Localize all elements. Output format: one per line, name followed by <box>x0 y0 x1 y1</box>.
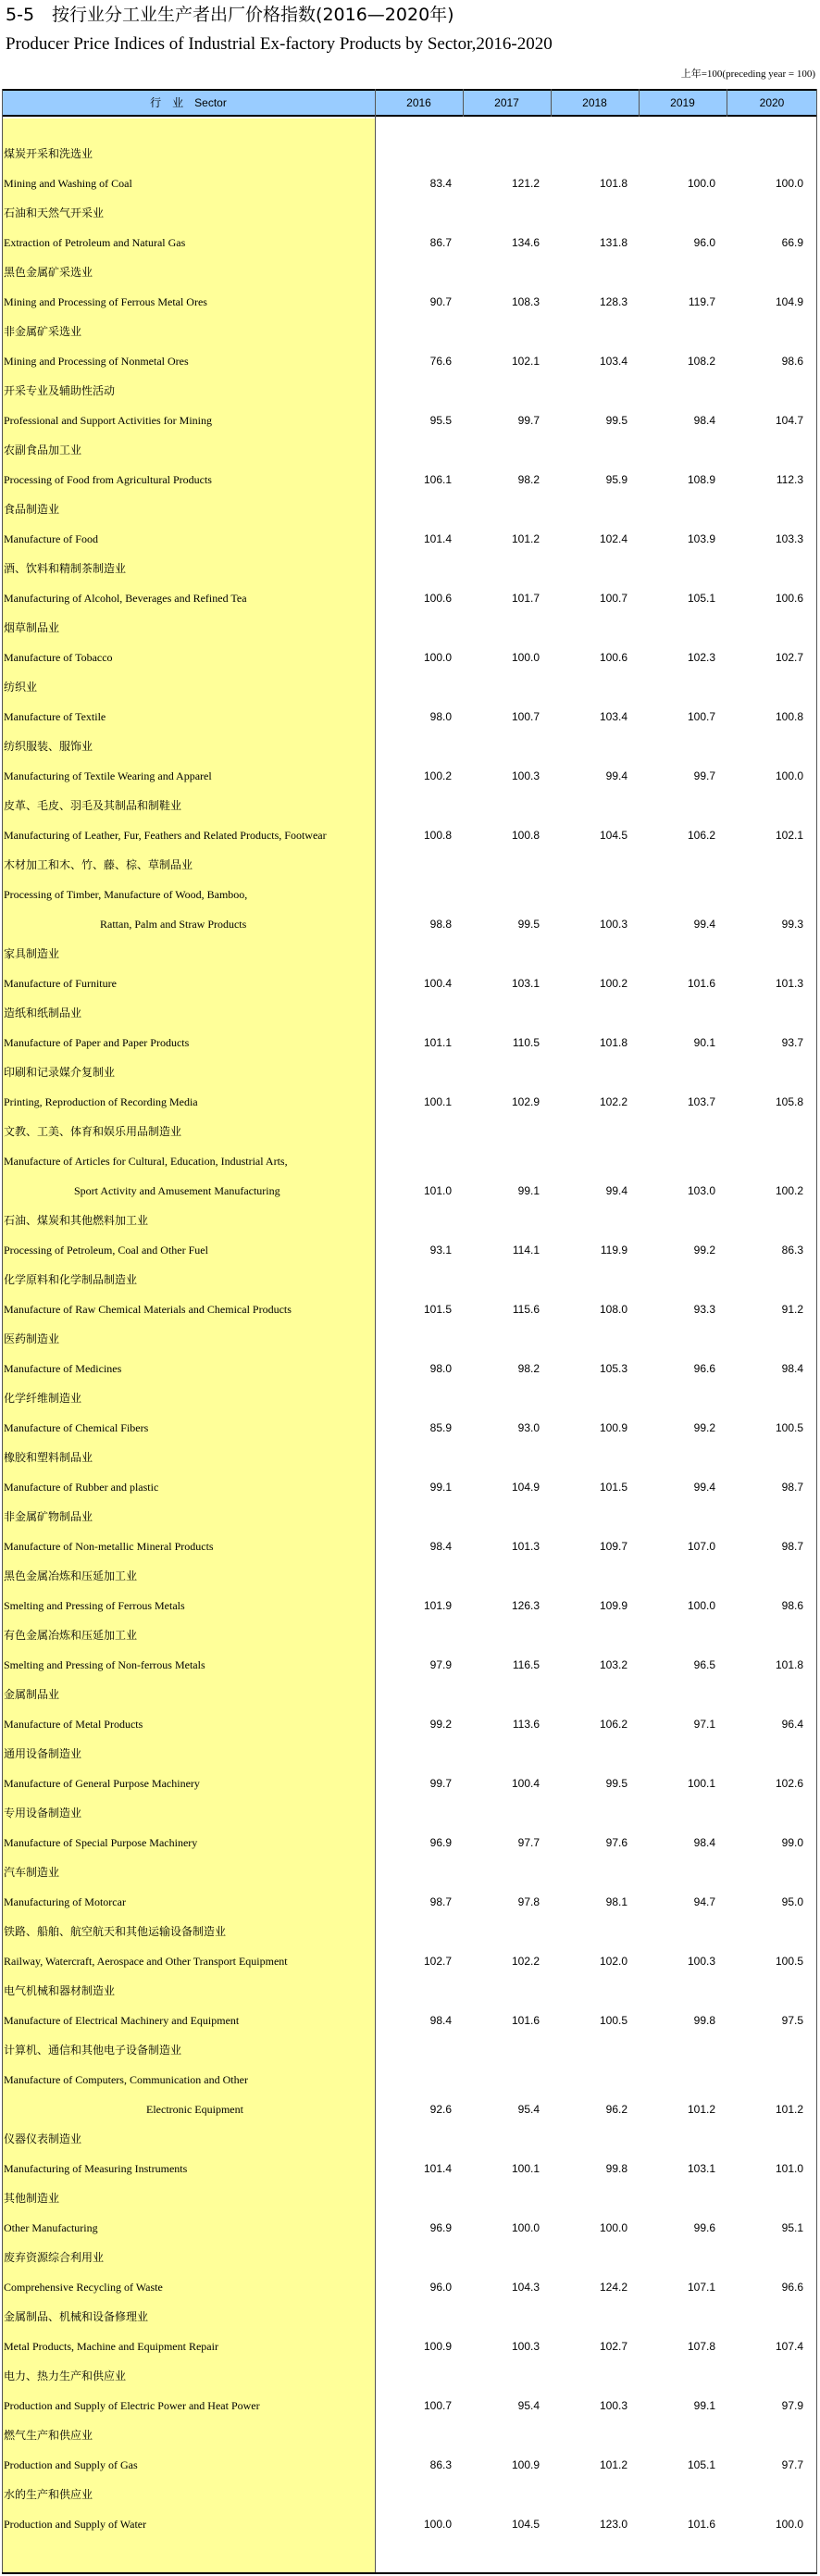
index-value-2019: 108.9 <box>687 473 715 486</box>
index-value-2020: 100.5 <box>775 1421 803 1434</box>
index-value-2019: 105.1 <box>687 592 715 605</box>
index-value-2018: 108.0 <box>599 1303 627 1316</box>
index-value-2019: 100.0 <box>687 1599 715 1612</box>
sector-name-en: Manufacture of Textile <box>4 710 106 723</box>
index-value-2020: 66.9 <box>781 236 803 249</box>
sector-name-en: Manufacture of Tobacco <box>4 651 113 664</box>
index-value-2016: 106.1 <box>423 473 452 486</box>
index-value-2017: 102.9 <box>511 1095 540 1108</box>
index-value-2018: 100.9 <box>599 1421 627 1434</box>
index-value-2017: 104.9 <box>511 1481 540 1494</box>
index-value-2016: 86.3 <box>429 2458 452 2471</box>
sector-name-en: Manufacture of Articles for Cultural, Education, Industrial Arts, <box>4 1155 288 1168</box>
index-value-2019: 93.3 <box>693 1303 715 1316</box>
index-value-2017: 98.2 <box>517 473 540 486</box>
index-value-2018: 123.0 <box>599 2518 627 2531</box>
index-value-2017: 100.4 <box>511 1777 540 1790</box>
sector-name-cn: 其他制造业 <box>4 2192 60 2205</box>
index-value-2018: 102.2 <box>599 1095 627 1108</box>
index-value-2020: 86.3 <box>781 1244 803 1257</box>
index-value-2020: 100.6 <box>775 592 803 605</box>
index-value-2016: 99.7 <box>429 1777 452 1790</box>
sector-name-cn: 印刷和记录媒介复制业 <box>4 1066 116 1079</box>
sector-name-cn: 石油和天然气开采业 <box>4 206 105 219</box>
sector-name-cn: 仪器仪表制造业 <box>4 2132 82 2145</box>
index-value-2017: 115.6 <box>512 1303 540 1316</box>
index-value-2017: 134.6 <box>511 236 540 249</box>
index-value-2018: 97.6 <box>605 1836 627 1849</box>
index-value-2020: 98.7 <box>781 1540 803 1553</box>
sector-name-cn: 计算机、通信和其他电子设备制造业 <box>4 2044 182 2057</box>
index-value-2020: 104.9 <box>775 295 803 308</box>
index-value-2017: 100.0 <box>511 651 540 664</box>
index-value-2017: 98.2 <box>517 1362 540 1375</box>
sector-name-en: Metal Products, Machine and Equipment Repair <box>4 2340 218 2353</box>
index-value-2016: 102.7 <box>423 1955 452 1968</box>
sector-name-en: Professional and Support Activities for Mining <box>4 414 212 427</box>
index-value-2020: 98.6 <box>781 355 803 368</box>
index-value-2016: 95.5 <box>429 414 452 427</box>
index-value-2020: 91.2 <box>781 1303 803 1316</box>
index-value-2019: 100.1 <box>687 1777 715 1790</box>
index-value-2019: 99.7 <box>693 769 715 782</box>
sector-name-cn: 铁路、船舶、航空航天和其他运输设备制造业 <box>4 1925 227 1938</box>
index-value-2018: 100.0 <box>599 2221 627 2234</box>
index-value-2018: 100.3 <box>599 2399 627 2412</box>
index-value-2017: 97.8 <box>517 1895 540 1908</box>
index-value-2018: 99.4 <box>605 1184 627 1197</box>
index-value-2019: 99.8 <box>693 2014 715 2027</box>
index-value-2016: 100.8 <box>423 829 452 842</box>
index-value-2019: 102.3 <box>687 651 715 664</box>
index-value-2017: 104.3 <box>511 2281 540 2294</box>
index-value-2018: 98.1 <box>605 1895 627 1908</box>
header-year-2019: 2019 <box>670 96 695 109</box>
index-value-2019: 97.1 <box>693 1718 715 1731</box>
index-value-2020: 101.0 <box>775 2162 803 2175</box>
sector-name-en: Manufacturing of Alcohol, Beverages and Refined Tea <box>4 592 247 605</box>
sector-name-cn: 造纸和纸制品业 <box>4 1007 82 1019</box>
index-value-2018: 96.2 <box>605 2103 627 2116</box>
index-value-2018: 109.7 <box>599 1540 627 1553</box>
index-value-2020: 100.0 <box>775 2518 803 2531</box>
index-value-2017: 93.0 <box>517 1421 540 1434</box>
price-index-table <box>2 89 817 2574</box>
index-value-2020: 112.3 <box>776 473 803 486</box>
index-value-2018: 99.5 <box>605 414 627 427</box>
sector-name-en: Manufacturing of Leather, Fur, Feathers and Related Products, Footwear <box>4 829 327 842</box>
sector-name-en: Manufacturing of Measuring Instruments <box>4 2162 188 2175</box>
index-value-2019: 99.4 <box>693 918 715 931</box>
sector-name-cn: 石油、煤炭和其他燃料加工业 <box>4 1214 149 1227</box>
sector-name-cn: 黑色金属冶炼和压延加工业 <box>4 1569 138 1582</box>
index-value-2018: 101.8 <box>599 177 627 190</box>
index-value-2016: 101.4 <box>423 532 452 545</box>
index-value-2017: 100.7 <box>511 710 540 723</box>
sector-name-en: Manufacture of Metal Products <box>4 1718 143 1731</box>
header-year-2018: 2018 <box>582 96 607 109</box>
sector-name-en: Processing of Timber, Manufacture of Wood, Bamboo, <box>4 888 248 901</box>
index-value-2017: 95.4 <box>517 2399 540 2412</box>
index-value-2020: 98.6 <box>781 1599 803 1612</box>
index-value-2019: 103.1 <box>687 2162 715 2175</box>
unit-note: 上年=100(preceding year = 100) <box>680 69 815 80</box>
header-year-2020: 2020 <box>759 96 785 109</box>
index-value-2016: 100.7 <box>423 2399 452 2412</box>
header-divider <box>639 89 640 117</box>
sector-name-cn: 医药制造业 <box>4 1332 60 1345</box>
index-value-2017: 116.5 <box>512 1658 540 1671</box>
index-value-2020: 96.4 <box>781 1718 803 1731</box>
sector-name-en: Manufacture of Chemical Fibers <box>4 1421 149 1434</box>
sector-name-en: Electronic Equipment <box>146 2103 243 2116</box>
table-left-border <box>2 89 3 2574</box>
table-right-border <box>816 89 817 2574</box>
sector-column-divider <box>375 89 376 2574</box>
index-value-2017: 97.7 <box>517 1836 540 1849</box>
index-value-2018: 102.0 <box>599 1955 627 1968</box>
index-value-2018: 99.8 <box>605 2162 627 2175</box>
index-value-2017: 113.6 <box>512 1718 540 1731</box>
sector-name-cn: 酒、饮料和精制茶制造业 <box>4 562 127 575</box>
index-value-2016: 99.1 <box>429 1481 452 1494</box>
index-value-2020: 103.3 <box>775 532 803 545</box>
index-value-2016: 101.9 <box>423 1599 452 1612</box>
index-value-2019: 101.6 <box>687 977 715 990</box>
index-value-2016: 92.6 <box>429 2103 452 2116</box>
index-value-2017: 108.3 <box>511 295 540 308</box>
index-value-2017: 102.1 <box>511 355 540 368</box>
index-value-2018: 100.5 <box>599 2014 627 2027</box>
sector-name-en: Manufacturing of Textile Wearing and Apparel <box>4 769 212 782</box>
index-value-2019: 96.6 <box>693 1362 715 1375</box>
header-divider <box>551 89 552 117</box>
sector-name-en: Manufacture of Furniture <box>4 977 117 990</box>
index-value-2018: 105.3 <box>599 1362 627 1375</box>
index-value-2016: 98.4 <box>429 2014 452 2027</box>
index-value-2020: 97.7 <box>781 2458 803 2471</box>
header-year-2016: 2016 <box>406 96 431 109</box>
index-value-2018: 101.5 <box>599 1481 627 1494</box>
index-value-2018: 119.9 <box>600 1244 627 1257</box>
sector-name-en: Mining and Processing of Ferrous Metal Ores <box>4 295 207 308</box>
sector-name-cn: 橡胶和塑料制品业 <box>4 1451 93 1464</box>
header-year-2017: 2017 <box>494 96 519 109</box>
index-value-2020: 95.1 <box>781 2221 803 2234</box>
index-value-2017: 100.3 <box>511 2340 540 2353</box>
index-value-2016: 93.1 <box>429 1244 452 1257</box>
sector-name-cn: 非金属矿采选业 <box>4 325 82 338</box>
sector-name-cn: 汽车制造业 <box>4 1866 60 1879</box>
page-title-chinese: 5-5 按行业分工业生产者出厂价格指数(2016—2020年) <box>6 5 454 25</box>
sector-name-en: Production and Supply of Gas <box>4 2458 138 2471</box>
sector-name-cn: 木材加工和木、竹、藤、棕、草制品业 <box>4 858 193 871</box>
index-value-2019: 96.0 <box>693 236 715 249</box>
index-value-2018: 103.4 <box>599 355 627 368</box>
sector-name-cn: 电力、热力生产和供应业 <box>4 2370 127 2382</box>
index-value-2017: 99.1 <box>517 1184 540 1197</box>
index-value-2016: 98.7 <box>429 1895 452 1908</box>
index-value-2016: 96.9 <box>429 2221 452 2234</box>
index-value-2020: 97.9 <box>781 2399 803 2412</box>
sector-name-en: Manufacture of Food <box>4 532 98 545</box>
index-value-2017: 100.9 <box>511 2458 540 2471</box>
index-value-2017: 101.3 <box>511 1540 540 1553</box>
index-value-2020: 101.8 <box>775 1658 803 1671</box>
index-value-2020: 96.6 <box>781 2281 803 2294</box>
sector-name-en: Mining and Washing of Coal <box>4 177 132 190</box>
index-value-2019: 99.2 <box>693 1244 715 1257</box>
index-value-2019: 98.4 <box>693 414 715 427</box>
sector-name-en: Manufacture of Medicines <box>4 1362 122 1375</box>
index-value-2018: 100.3 <box>599 918 627 931</box>
sector-name-cn: 燃气生产和供应业 <box>4 2429 93 2442</box>
index-value-2020: 98.7 <box>781 1481 803 1494</box>
sector-name-en: Manufacture of Rubber and plastic <box>4 1481 159 1494</box>
sector-name-cn: 专用设备制造业 <box>4 1807 82 1819</box>
index-value-2016: 100.4 <box>423 977 452 990</box>
index-value-2018: 103.4 <box>599 710 627 723</box>
index-value-2016: 83.4 <box>429 177 452 190</box>
index-value-2020: 100.0 <box>775 769 803 782</box>
index-value-2018: 103.2 <box>599 1658 627 1671</box>
index-value-2020: 98.4 <box>781 1362 803 1375</box>
index-value-2017: 101.2 <box>511 532 540 545</box>
index-value-2018: 102.4 <box>599 532 627 545</box>
index-value-2018: 128.3 <box>599 295 627 308</box>
index-value-2016: 100.2 <box>423 769 452 782</box>
index-value-2017: 103.1 <box>511 977 540 990</box>
index-value-2016: 100.0 <box>423 2518 452 2531</box>
table-header-row <box>2 89 817 117</box>
index-value-2019: 108.2 <box>687 355 715 368</box>
index-value-2016: 98.4 <box>429 1540 452 1553</box>
index-value-2016: 99.2 <box>429 1718 452 1731</box>
sector-name-cn: 纺织服装、服饰业 <box>4 740 93 753</box>
index-value-2016: 90.7 <box>429 295 452 308</box>
index-value-2019: 106.2 <box>687 829 715 842</box>
sector-name-en: Printing, Reproduction of Recording Media <box>4 1095 198 1108</box>
index-value-2016: 98.0 <box>429 1362 452 1375</box>
header-sector: 行 业 Sector <box>150 96 227 109</box>
index-value-2017: 126.3 <box>511 1599 540 1612</box>
index-value-2016: 97.9 <box>429 1658 452 1671</box>
index-value-2020: 107.4 <box>775 2340 803 2353</box>
index-value-2018: 124.2 <box>599 2281 627 2294</box>
index-value-2020: 100.0 <box>775 177 803 190</box>
sector-name-cn: 金属制品业 <box>4 1688 60 1701</box>
sector-name-cn: 开采专业及辅助性活动 <box>4 384 116 397</box>
index-value-2019: 99.4 <box>693 1481 715 1494</box>
index-value-2019: 99.6 <box>693 2221 715 2234</box>
sector-name-cn: 家具制造业 <box>4 947 60 960</box>
sector-name-en: Production and Supply of Water <box>4 2518 147 2531</box>
sector-name-en: Manufacture of Raw Chemical Materials and Chemical Products <box>4 1303 292 1316</box>
index-value-2016: 101.4 <box>423 2162 452 2175</box>
index-value-2016: 85.9 <box>429 1421 452 1434</box>
index-value-2018: 100.2 <box>599 977 627 990</box>
index-value-2019: 100.0 <box>687 177 715 190</box>
index-value-2017: 99.5 <box>517 918 540 931</box>
index-value-2016: 100.1 <box>423 1095 452 1108</box>
index-value-2018: 100.6 <box>599 651 627 664</box>
index-value-2020: 102.7 <box>775 651 803 664</box>
index-value-2016: 86.7 <box>429 236 452 249</box>
sector-name-cn: 电气机械和器材制造业 <box>4 1984 116 1997</box>
sector-name-cn: 食品制造业 <box>4 503 60 516</box>
sector-name-cn: 烟草制品业 <box>4 621 60 634</box>
index-value-2016: 100.6 <box>423 592 452 605</box>
index-value-2019: 98.4 <box>693 1836 715 1849</box>
index-value-2016: 98.0 <box>429 710 452 723</box>
index-value-2016: 96.0 <box>429 2281 452 2294</box>
sector-name-en: Manufacture of Non-metallic Mineral Products <box>4 1540 214 1553</box>
sector-name-en: Mining and Processing of Nonmetal Ores <box>4 355 189 368</box>
index-value-2019: 103.9 <box>687 532 715 545</box>
table-bottom-border <box>2 2572 817 2574</box>
index-value-2016: 100.9 <box>423 2340 452 2353</box>
index-value-2016: 101.0 <box>423 1184 452 1197</box>
index-value-2020: 99.3 <box>781 918 803 931</box>
index-value-2017: 99.7 <box>517 414 540 427</box>
sector-name-cn: 皮革、毛皮、羽毛及其制品和制鞋业 <box>4 799 182 812</box>
sector-name-en: Sport Activity and Amusement Manufacturing <box>74 1184 280 1197</box>
index-value-2019: 96.5 <box>693 1658 715 1671</box>
index-value-2020: 104.7 <box>775 414 803 427</box>
index-value-2020: 93.7 <box>781 1036 803 1049</box>
index-value-2016: 98.8 <box>429 918 452 931</box>
index-value-2017: 102.2 <box>511 1955 540 1968</box>
index-value-2019: 101.2 <box>687 2103 715 2116</box>
sector-name-en: Manufacture of Special Purpose Machinery <box>4 1836 198 1849</box>
index-value-2018: 99.4 <box>605 769 627 782</box>
sector-name-cn: 文教、工美、体育和娱乐用品制造业 <box>4 1125 182 1138</box>
sector-name-en: Manufacture of General Purpose Machinery <box>4 1777 200 1790</box>
sector-name-cn: 水的生产和供应业 <box>4 2488 93 2501</box>
index-value-2018: 101.8 <box>599 1036 627 1049</box>
index-value-2017: 121.2 <box>511 177 540 190</box>
index-value-2020: 101.3 <box>775 977 803 990</box>
sector-name-en: Rattan, Palm and Straw Products <box>100 918 247 931</box>
index-value-2016: 96.9 <box>429 1836 452 1849</box>
index-value-2017: 100.0 <box>511 2221 540 2234</box>
index-value-2020: 100.8 <box>775 710 803 723</box>
sector-name-en: Manufacture of Paper and Paper Products <box>4 1036 190 1049</box>
index-value-2020: 99.0 <box>781 1836 803 1849</box>
index-value-2019: 99.2 <box>693 1421 715 1434</box>
index-value-2019: 103.7 <box>687 1095 715 1108</box>
sector-name-cn: 纺织业 <box>4 681 38 694</box>
sector-name-en: Manufacture of Electrical Machinery and Equipment <box>4 2014 240 2027</box>
sector-name-en: Processing of Petroleum, Coal and Other Fuel <box>4 1244 208 1257</box>
index-value-2019: 100.3 <box>687 1955 715 1968</box>
index-value-2017: 100.3 <box>511 769 540 782</box>
index-value-2017: 101.7 <box>511 592 540 605</box>
sector-name-cn: 通用设备制造业 <box>4 1747 82 1760</box>
index-value-2019: 103.0 <box>687 1184 715 1197</box>
index-value-2017: 104.5 <box>511 2518 540 2531</box>
header-divider <box>463 89 464 117</box>
sector-name-en: Processing of Food from Agricultural Products <box>4 473 212 486</box>
index-value-2019: 119.7 <box>688 295 715 308</box>
index-value-2018: 95.9 <box>605 473 627 486</box>
sector-name-cn: 废弃资源综合利用业 <box>4 2251 105 2264</box>
index-value-2017: 95.4 <box>517 2103 540 2116</box>
sector-name-cn: 农副食品加工业 <box>4 444 82 456</box>
sector-name-cn: 化学纤维制造业 <box>4 1392 82 1405</box>
index-value-2018: 101.2 <box>599 2458 627 2471</box>
index-value-2018: 100.7 <box>599 592 627 605</box>
sector-name-en: Production and Supply of Electric Power and Heat Power <box>4 2399 260 2412</box>
sector-name-en: Manufacture of Computers, Communication and Other <box>4 2073 248 2086</box>
page-title-english: Producer Price Indices of Industrial Ex-factory Products by Sector,2016-2020 <box>6 34 553 54</box>
sector-name-cn: 黑色金属矿采选业 <box>4 266 93 279</box>
index-value-2020: 100.5 <box>775 1955 803 1968</box>
sector-name-cn: 非金属矿物制品业 <box>4 1510 93 1523</box>
index-value-2020: 102.1 <box>775 829 803 842</box>
sector-name-en: Smelting and Pressing of Ferrous Metals <box>4 1599 185 1612</box>
sector-name-en: Other Manufacturing <box>4 2221 98 2234</box>
index-value-2019: 107.1 <box>687 2281 715 2294</box>
sector-name-en: Railway, Watercraft, Aerospace and Other Transport Equipment <box>4 1955 288 1968</box>
index-value-2017: 110.5 <box>512 1036 540 1049</box>
index-value-2017: 100.8 <box>511 829 540 842</box>
index-value-2019: 90.1 <box>693 1036 715 1049</box>
index-value-2016: 101.5 <box>423 1303 452 1316</box>
index-value-2020: 97.5 <box>781 2014 803 2027</box>
sector-name-cn: 有色金属冶炼和压延加工业 <box>4 1629 138 1642</box>
index-value-2016: 100.0 <box>423 651 452 664</box>
index-value-2019: 105.1 <box>687 2458 715 2471</box>
index-value-2020: 95.0 <box>781 1895 803 1908</box>
index-value-2019: 101.6 <box>687 2518 715 2531</box>
sector-name-en: Comprehensive Recycling of Waste <box>4 2281 163 2294</box>
index-value-2020: 100.2 <box>775 1184 803 1197</box>
index-value-2017: 100.1 <box>511 2162 540 2175</box>
index-value-2016: 101.1 <box>423 1036 452 1049</box>
index-value-2018: 102.7 <box>599 2340 627 2353</box>
index-value-2020: 102.6 <box>775 1777 803 1790</box>
index-value-2018: 104.5 <box>599 829 627 842</box>
index-value-2017: 101.6 <box>511 2014 540 2027</box>
sector-name-en: Extraction of Petroleum and Natural Gas <box>4 236 186 249</box>
index-value-2019: 100.7 <box>687 710 715 723</box>
index-value-2020: 105.8 <box>775 1095 803 1108</box>
sector-name-cn: 煤炭开采和洗选业 <box>4 147 93 160</box>
sector-name-cn: 化学原料和化学制品制造业 <box>4 1273 138 1286</box>
sector-name-en: Manufacturing of Motorcar <box>4 1895 126 1908</box>
sector-name-cn: 金属制品、机械和设备修理业 <box>4 2310 149 2323</box>
index-value-2018: 109.9 <box>599 1599 627 1612</box>
index-value-2017: 114.1 <box>512 1244 540 1257</box>
index-value-2019: 107.0 <box>687 1540 715 1553</box>
index-value-2018: 106.2 <box>599 1718 627 1731</box>
index-value-2020: 101.2 <box>775 2103 803 2116</box>
index-value-2019: 94.7 <box>693 1895 715 1908</box>
index-value-2016: 76.6 <box>429 355 452 368</box>
index-value-2018: 99.5 <box>605 1777 627 1790</box>
sector-name-en: Smelting and Pressing of Non-ferrous Metals <box>4 1658 205 1671</box>
index-value-2018: 131.8 <box>599 236 627 249</box>
index-value-2019: 107.8 <box>687 2340 715 2353</box>
index-value-2019: 99.1 <box>693 2399 715 2412</box>
